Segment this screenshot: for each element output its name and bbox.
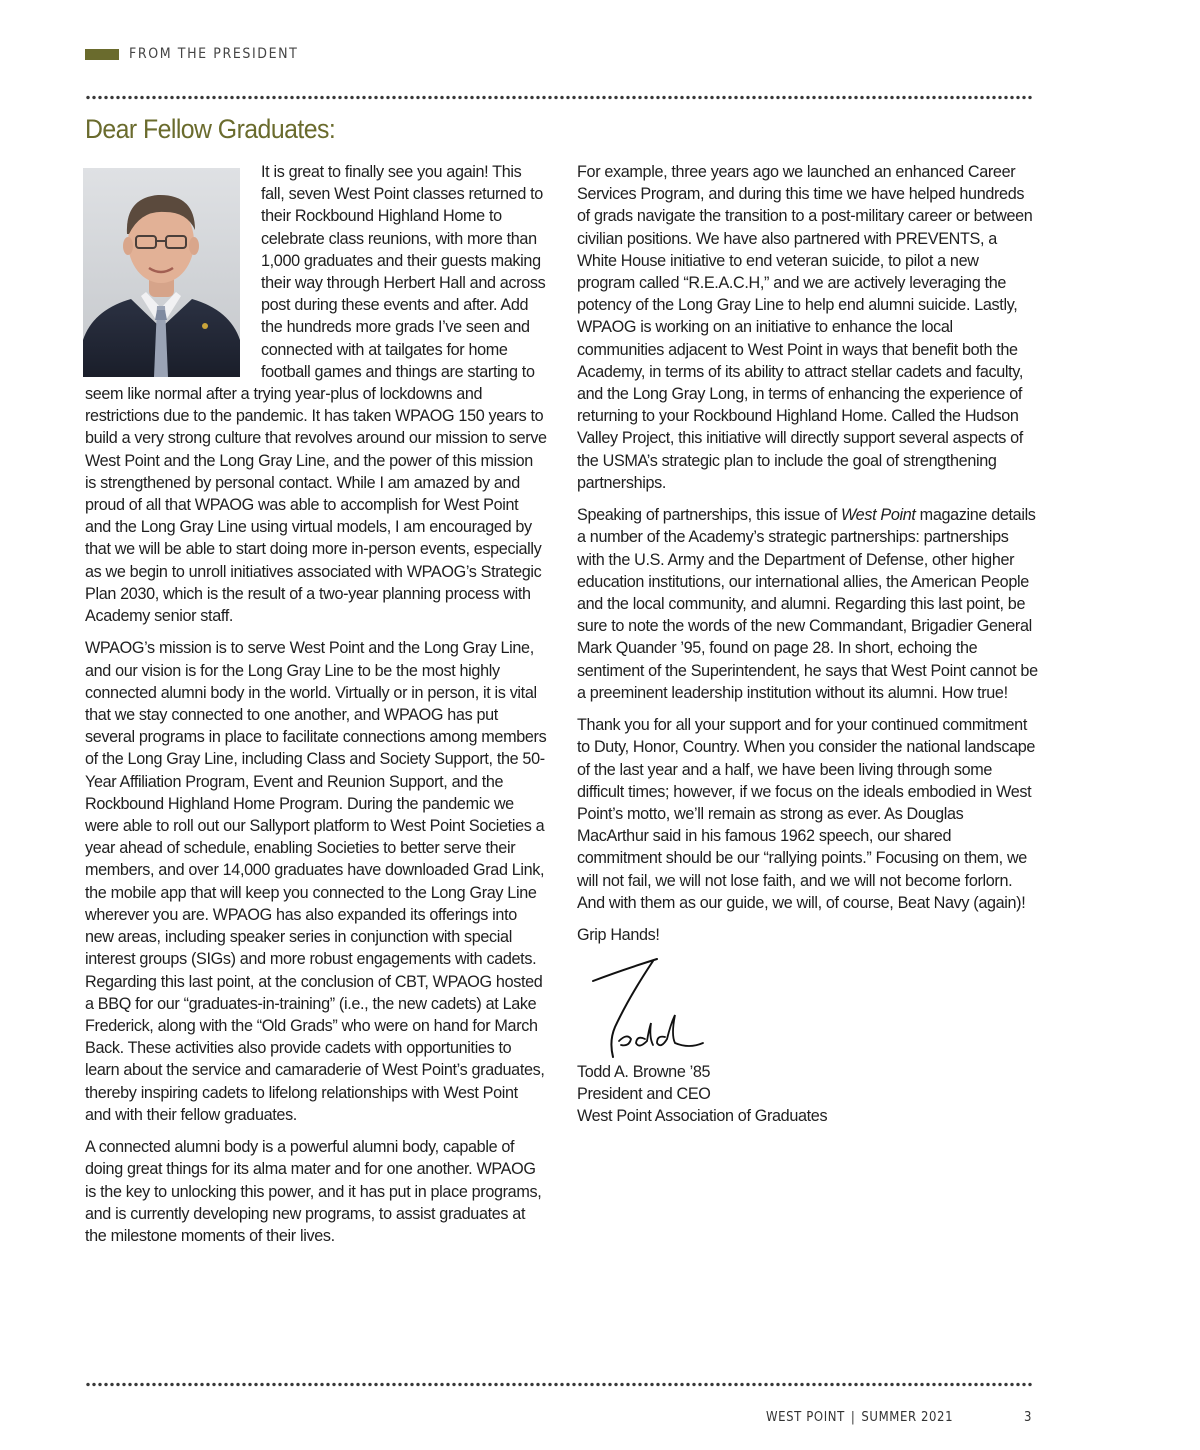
signer-name: Todd A. Browne ’85 (577, 1062, 711, 1081)
section-tag (85, 46, 298, 62)
letter-paragraph: Thank you for all your support and for your continued commitment to Duty, Honor, Country. When you consider the national landscape of the last year and a half, we have been living through some difficult times; however, if we focus on the ideals embodied in West Point’s motto, we’ll remain as strong as ever. As Douglas MacArthur said in his famous 1962 speech, our shared commitment should be our “rallying points.” Focusing on them, we will not fail, we will not lose faith, and we will not become forlorn. And with them as our guide, we will, of course, Beat Navy (again)! (577, 716, 1036, 912)
section-tag-bar (85, 49, 119, 60)
salutation-heading: Dear Fellow Graduates: (85, 114, 336, 144)
paragraph-text: magazine details a number of the Academy’s strategic partnerships: partnerships with the U.S. Army and the Department of Defense, other higher education institutions, our international allies, the American People and the local community, and alumni. Regarding this last point, be sure to note the words of the new Commandant, Brigadier General Mark Quander ’95, found on page 28. In short, echoing the sentiment of the Superintendent, he says that West Point cannot be a preeminent leadership institution without its alumni. How true! (577, 506, 1038, 702)
letter-paragraph: A connected alumni body is a powerful alumni body, capable of doing great things for its alma mater and for one another. WPAOG is the key to unlocking this power, and it has put in place programs, and is currently developing new programs, to assist graduates at the milestone moments of their lives. (85, 1138, 542, 1245)
paragraph-text: Speaking of partnerships, this issue of (577, 506, 842, 525)
left-column (85, 161, 547, 1257)
section-title: FROM THE PRESIDENT (129, 46, 299, 62)
letter-paragraph: WPAOG’s mission is to serve West Point and the Long Gray Line, and our vision is for the Long Gray Line to be the most highly connected alumni body in the world. Virtually or in person, it is vital that we stay connected to one another, and WPAOG has put several programs in place to facilitate connections among members of the Long Gray Line, including Class and Society Support, the 50-Year Affiliation Program, Event and Reunion Support, and the Rockbound Highland Home Program. During the pandemic we were able to roll out our Sallyport platform to West Point Societies a year ahead of schedule, enabling Societies to better serve their members, and over 14,000 graduates have downloaded Grad Link, the mobile app that will keep you connected to the Long Gray Line wherever you are. WPAOG has also expanded its offerings into new areas, including speaker series in conjunction with special interest groups (SIGs) and more robust engagements with cadets. Regarding this last point, at the conclusion of CBT, WPAOG hosted a BBQ for our “graduates-in-training” (i.e., the new cadets) at Lake Frederick, along with the “Old Grads” who were on hand for March Back. These activities also provide cadets with opportunities to learn about the service and camaraderie of West Point’s graduates, thereby inspiring cadets to lifelong relationships with West Point and with their fellow graduates. (85, 639, 547, 1124)
magazine-title: West Point (841, 506, 916, 525)
signer-organization: West Point Association of Graduates (577, 1107, 828, 1126)
signature-block (577, 1061, 1039, 1128)
bottom-dotted-divider (85, 1382, 1033, 1387)
publication-name: WEST POINT (766, 1410, 845, 1425)
letter-paragraph: For example, three years ago we launched an enhanced Career Services Program, and during this time we have helped hundreds of grads navigate the transition to a post-military career or between civilian positions. We have also partnered with PREVENTS, a White House initiative to end veteran suicide, to pilot a new program called “R.E.A.C.H,” and we are actively leveraging the potency of the Long Gray Line to help end alumni suicide. Lastly, WPAOG is working on an initiative to enhance the local communities adjacent to West Point in ways that benefit both the Academy, in terms of its ability to attract stellar cadets and faculty, and the Long Gray Long, in terms of enhancing the experience of returning to your Rockbound Highland Home. Called the Hudson Valley Project, this initiative will directly support several aspects of the USMA’s strategic plan to include the goal of strengthening partnerships. (577, 163, 1033, 492)
footer-separator: | (850, 1410, 856, 1425)
right-column (577, 161, 1039, 1127)
letter-paragraph: It is great to finally see you again! This fall, seven West Point classes returned to their Rockbound Highland Home to celebrate class reunions, with more than 1,000 graduates and their guests making their way through Herbert Hall and across post during these events and after. Add the hundreds more grads I’ve seen and connected with at tailgates for home football games and things are starting to seem like normal after a trying year-plus of lockdowns and restrictions due to the pandemic. It has taken WPAOG 150 years to build a very strong culture that revolves around our mission to serve West Point and the Long Gray Line, and the power of this mission is strengthened by personal contact. While I am amazed by and proud of all that WPAOG was able to accomplish for West Point and the Long Gray Line using virtual models, I am encouraged by that we will be able to start doing more in-person events, especially as we begin to unroll initiatives associated with WPAOG’s Strategic Plan 2030, which is the result of a two-year planning process with Academy senior staff. (85, 163, 547, 626)
handwritten-signature (589, 957, 709, 1061)
footer-publication (766, 1410, 953, 1425)
signer-title: President and CEO (577, 1084, 711, 1103)
president-photo (83, 168, 240, 377)
issue-date: SUMMER 2021 (861, 1410, 954, 1425)
page-number: 3 (1024, 1410, 1033, 1425)
letter-paragraph (577, 504, 1039, 704)
portrait-illustration (83, 168, 240, 377)
closing-line: Grip Hands! (577, 926, 660, 945)
top-dotted-divider (85, 95, 1033, 100)
